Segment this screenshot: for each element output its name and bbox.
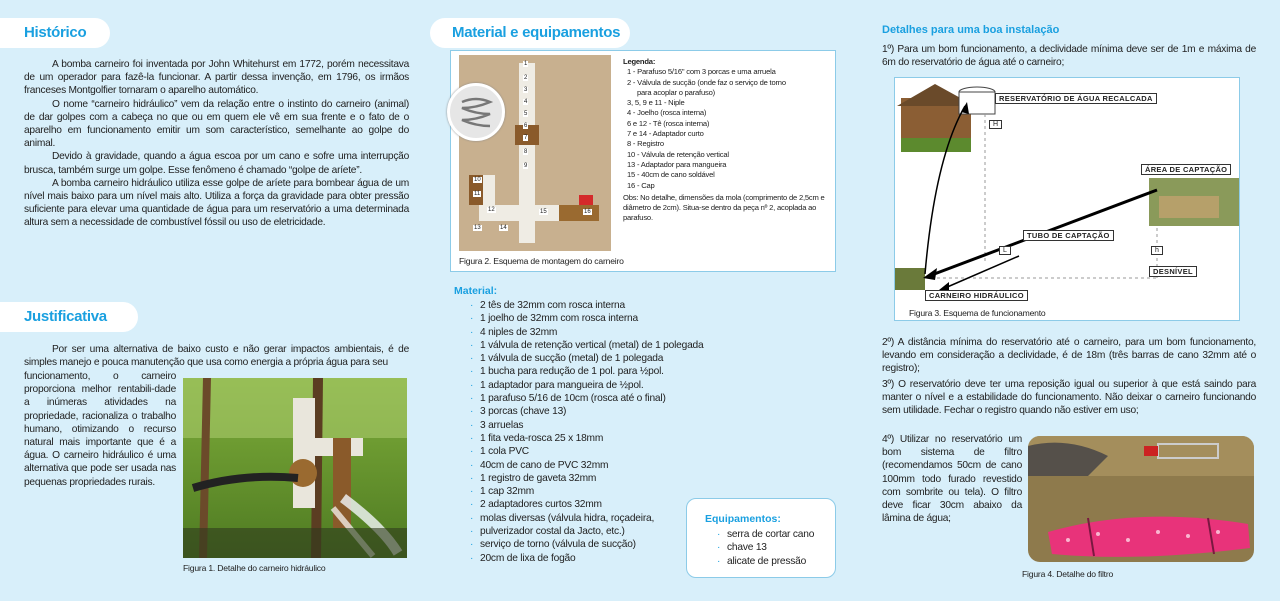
legend-item: para acoplar o parafuso) xyxy=(637,87,715,97)
label-h: h xyxy=(1151,246,1163,255)
list-item: · 40cm de cano de PVC 32mm xyxy=(470,459,770,472)
part-label-4: 4 xyxy=(524,99,528,105)
legend-title: Legenda: xyxy=(623,57,656,66)
list-item: · 20cm de lixa de fogão xyxy=(470,552,770,565)
list-item: · 1 cap 32mm xyxy=(470,485,770,498)
equipamentos-list xyxy=(717,528,833,568)
label-reservatorio: RESERVATÓRIO DE ÁGUA RECALCADA xyxy=(995,93,1157,104)
legend-item: 13 - Adaptador para mangueira xyxy=(627,159,727,169)
figure-2-box xyxy=(450,50,836,272)
legend-item: 2 - Válvula de sucção (onde faz o serviço de torno xyxy=(627,77,786,87)
list-item: · 1 fita veda-rosca 25 x 18mm xyxy=(470,432,770,445)
label-H: H xyxy=(989,120,1002,129)
justificativa-p2: funcionamento, o carneiro proporciona melhor rentabili-dade a inúmeras atividades na propriedade, racionaliza o trabalho humano, otimizando o recurso natural mais importante que é a água. O carneiro hidráulico é uma alternativa que pode ser usada nas pequenas propriedades rurais. xyxy=(24,371,176,488)
list-item: · 3 arruelas xyxy=(470,419,770,432)
list-item: · 1 bucha para redução de 1 pol. para ½pol. xyxy=(470,365,770,378)
part-label-14: 14 xyxy=(500,225,507,231)
list-item: · 1 parafuso 5/16 de 10cm (rosca até o final) xyxy=(470,392,770,405)
part-label-12: 12 xyxy=(488,207,495,213)
label-L: L xyxy=(999,246,1011,255)
part-label-13: 13 xyxy=(474,225,481,231)
figure-3-box xyxy=(894,77,1240,321)
list-item: · serviço de torno (válvula de sucção) xyxy=(470,538,770,551)
column-middle xyxy=(440,0,850,601)
figure-2-caption: Figura 2. Esquema de montagem do carneiro xyxy=(459,256,624,266)
part-label-5: 5 xyxy=(524,111,528,117)
detalhes-p4: 4º) Utilizar no reservatório um bom sistema de filtro (recomendamos 50cm de cano 100mm todo furado revestido com sombrite ou tela). O filtro deve ficar 30cm abaixo da lâmina de água; xyxy=(882,434,1022,525)
spring-icon xyxy=(450,86,502,138)
legend-item: 15 - 40cm de cano soldável xyxy=(627,170,715,180)
part-label-2: 2 xyxy=(524,75,528,81)
legend-item: 10 - Válvula de retenção vertical xyxy=(627,149,729,159)
list-item: · 1 adaptador para mangueira de ½pol. xyxy=(470,379,770,392)
figure-4-caption: Figura 4. Detalhe do filtro xyxy=(1022,569,1114,579)
legend-obs: Obs: No detalhe, dimensões da mola (comprimento de 2,5cm e diâmetro de 2cm). Situa-se dentro da peça nº 2, acoplada ao parafuso. xyxy=(623,192,825,223)
column-right xyxy=(870,0,1270,601)
list-item: · serra de cortar cano xyxy=(717,528,833,541)
figure-2-legend xyxy=(623,57,833,224)
list-item: · molas diversas (válvula hidra, roçadeira, xyxy=(470,512,770,525)
figure-1-caption: Figura 1. Detalhe do carneiro hidráulico xyxy=(183,563,326,573)
part-label-6: 6 xyxy=(524,123,528,129)
list-item: · pulverizador costal da Jacto, etc.) xyxy=(470,525,770,538)
part-label-16: 16 xyxy=(584,209,591,215)
figure-3-caption: Figura 3. Esquema de funcionamento xyxy=(909,308,1046,318)
list-item: · 1 joelho de 32mm com rosca interna xyxy=(470,312,770,325)
label-desnivel: DESNÍVEL xyxy=(1149,266,1197,277)
spring-detail-inset xyxy=(447,83,505,141)
historico-text xyxy=(24,58,409,230)
list-item: · 4 niples de 32mm xyxy=(470,326,770,339)
legend-item: 7 e 14 - Adaptador curto xyxy=(627,129,704,139)
figure-4-photo xyxy=(1028,436,1254,562)
justificativa-p1: Por ser uma alternativa de baixo custo e não gerar impactos ambientais, é de simples manejo e pouca manutenção que usa como energia a própria água para seu xyxy=(24,344,409,369)
label-carneiro: CARNEIRO HIDRÁULICO xyxy=(925,290,1028,301)
section-title-detalhes: Detalhes para uma boa instalação xyxy=(882,24,1060,36)
part-label-3: 3 xyxy=(524,87,528,93)
carneiro-photo-illustration xyxy=(183,378,407,558)
list-item: · 3 porcas (chave 13) xyxy=(470,405,770,418)
funcionamento-diagram xyxy=(895,78,1241,322)
column-left xyxy=(0,0,425,601)
figure-1-photo xyxy=(183,378,407,558)
detalhes-p1: 1º) Para um bom funcionamento, a declividade mínima deve ser de 1m e máxima de 6m do reservatório de água até o carneiro; xyxy=(882,44,1256,69)
list-item: · alicate de pressão xyxy=(717,555,833,568)
part-label-10: 10 xyxy=(474,177,481,183)
legend-item: 6 e 12 - Tê (rosca interna) xyxy=(627,118,710,128)
legend-item: 1 - Parafuso 5/16" com 3 porcas e uma arruela xyxy=(627,67,776,77)
list-item: · 1 válvula de retenção vertical (metal) de 1 polegada xyxy=(470,339,770,352)
section-title-historico: Histórico xyxy=(0,18,110,48)
historico-p1: A bomba carneiro foi inventada por John Whitehurst em 1772, porém necessitava de um operador para fazê-la funcionar. A partir dessa invenção, em 1796, os irmãos franceses Montgolfier tornaram o aparelho automático. xyxy=(24,59,409,97)
historico-p4: A bomba carneiro hidráulico utiliza esse golpe de aríete para bombear água de um nível mais baixo para um nível mais alto. Utiliza a força da gravidade para obter pressão suficiente para elevar uma quantidade de água para um reservatório a uma determinada altura sem a necessidade de combustível fóssil ou uso de eletricidade. xyxy=(24,177,409,229)
part-label-7: 7 xyxy=(524,135,528,141)
part-label-11: 11 xyxy=(474,191,481,197)
label-area-captacao: ÁREA DE CAPTAÇÃO xyxy=(1141,164,1231,175)
equipamentos-box xyxy=(686,498,836,578)
detalhes-p2: 2º) A distância mínima do reservatório até o carneiro, para um bom funcionamento, levando em consideração a declividade, é de 18m (três barras de cano 32mm até o registro); xyxy=(882,337,1256,375)
list-item: · 2 adaptadores curtos 32mm xyxy=(470,498,770,511)
list-item: · 2 tês de 32mm com rosca interna xyxy=(470,299,770,312)
detalhes-p3: 3º) O reservatório deve ter uma reposição igual ou superior à que está saindo para manter o nível e a estabilidade do funcionamento. Não deixar o carneiro funcionando sem utilidade. Fechar o registro quando não estiver em uso; xyxy=(882,379,1256,417)
section-title-justificativa: Justificativa xyxy=(0,302,138,332)
list-item: · 1 registro de gaveta 32mm xyxy=(470,472,770,485)
material-heading: Material: xyxy=(454,285,498,297)
equipamentos-heading: Equipamentos: xyxy=(705,513,781,525)
section-title-material-equipamentos: Material e equipamentos xyxy=(430,18,630,48)
historico-p3: Devido à gravidade, quando a água escoa por um cano e sofre uma interrupção brusca, também surge um golpe. Esse fenômeno é chamado “golpe de aríete”. xyxy=(24,151,409,176)
part-label-8: 8 xyxy=(524,149,528,155)
list-item: · 1 válvula de sucção (metal) de 1 polegada xyxy=(470,352,770,365)
figure-2-photo xyxy=(459,55,611,251)
list-item: · 1 cola PVC xyxy=(470,445,770,458)
label-tubo-captacao: TUBO DE CAPTAÇÃO xyxy=(1023,230,1114,241)
part-label-15: 15 xyxy=(540,209,547,215)
legend-item: 16 - Cap xyxy=(627,180,655,190)
legend-item: 3, 5, 9 e 11 - Niple xyxy=(627,98,685,108)
historico-p2: O nome “carneiro hidráulico” vem da relação entre o instinto do carneiro (animal) de dar golpes com a cabeça no que ou em quem ele vê em sua frente e o fato de o aparelho em funcionamento emitir um som característico, semelhante ao golpe do animal. xyxy=(24,98,409,150)
legend-item: 4 - Joelho (rosca interna) xyxy=(627,108,707,118)
filtro-photo-illustration xyxy=(1028,436,1254,562)
part-label-9: 9 xyxy=(524,163,528,169)
part-label-1: 1 xyxy=(524,61,528,67)
list-item: · chave 13 xyxy=(717,541,833,554)
legend-item: 8 - Registro xyxy=(627,139,664,149)
